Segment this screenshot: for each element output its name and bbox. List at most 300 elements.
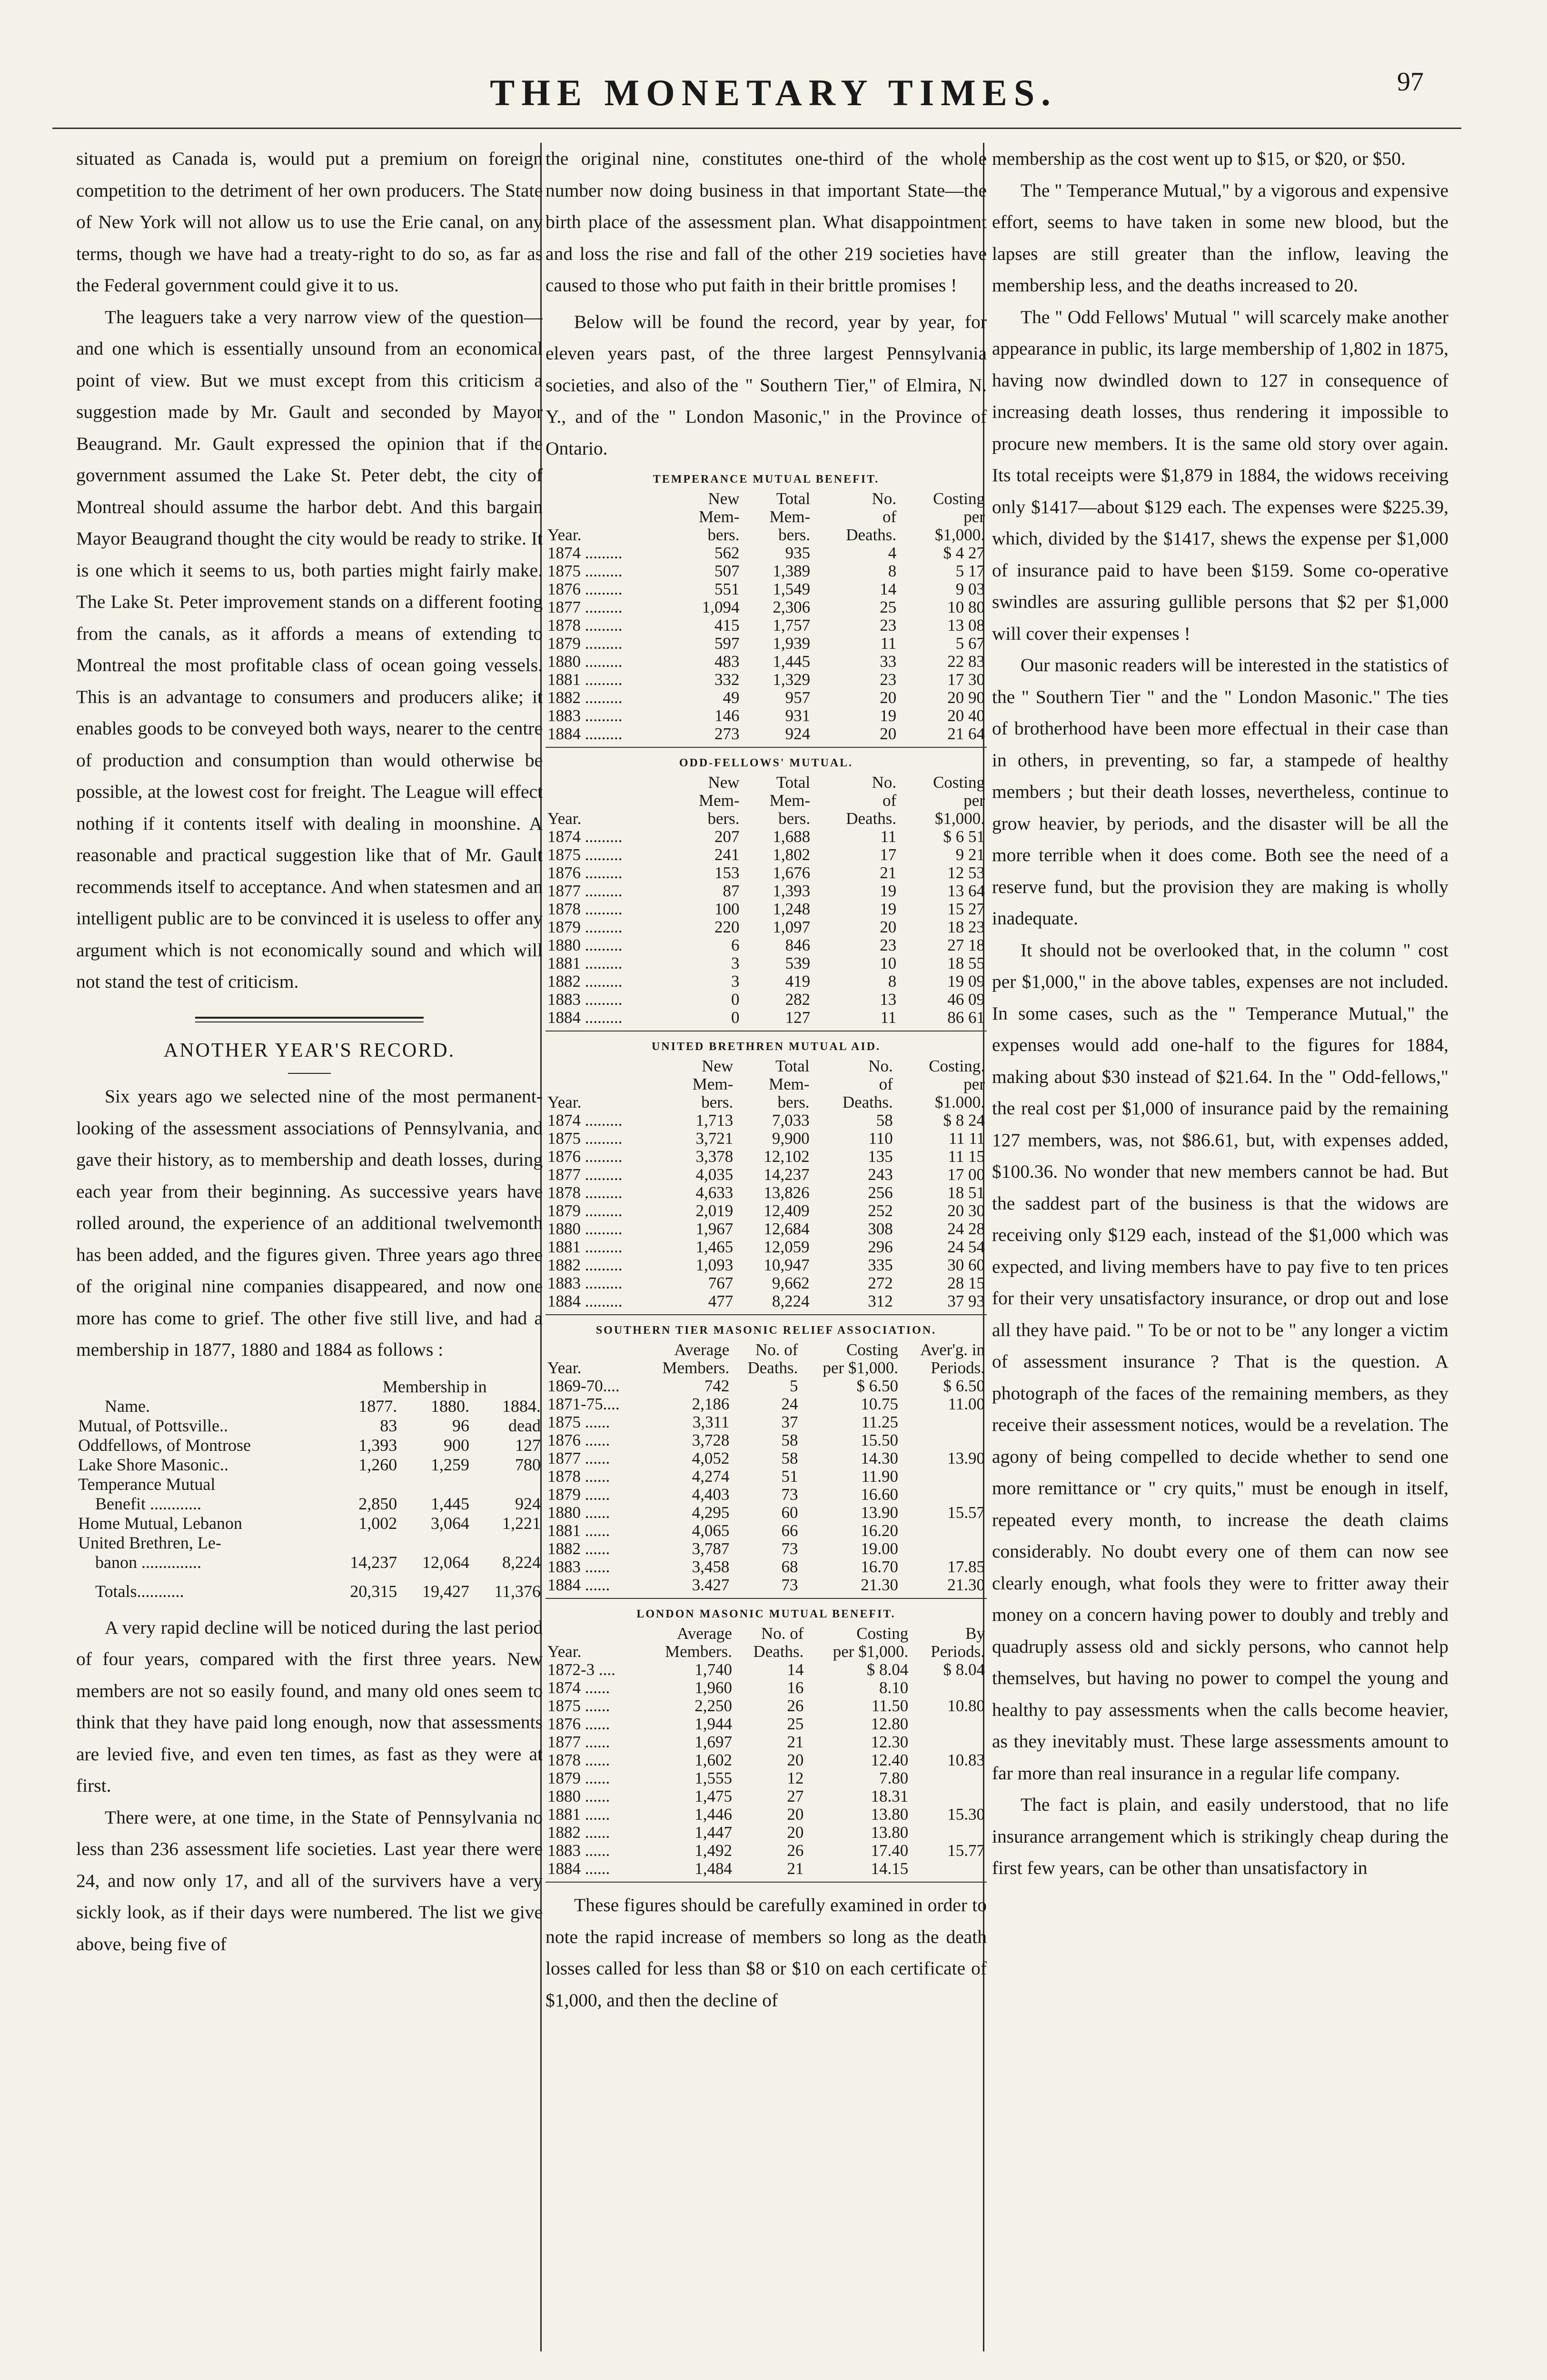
- table-rule: [545, 747, 987, 748]
- table-cell: 49: [723, 688, 740, 707]
- table-cell: $ 6 51: [943, 827, 985, 846]
- table-cell: 7,033: [772, 1111, 810, 1130]
- table-row: [76, 1494, 543, 1514]
- table-cell: 1880 ......: [547, 1787, 610, 1805]
- table-cell: [900, 1413, 987, 1431]
- table-cell: 3: [731, 954, 740, 972]
- table-cell: 51: [781, 1467, 798, 1486]
- section-rule: [195, 1017, 424, 1022]
- table-header: Year.: [547, 526, 582, 544]
- table-cell: 16.70: [861, 1557, 898, 1576]
- table-cell: [910, 1824, 987, 1842]
- table-cell: [471, 1475, 543, 1494]
- table-row: [545, 1274, 987, 1292]
- table-cell: 1879 .........: [547, 918, 623, 936]
- table-cell: 14: [880, 580, 897, 598]
- table-cell: 1881 ......: [547, 1521, 610, 1540]
- table-cell: 27: [787, 1787, 804, 1805]
- table-cell: 1877 .........: [547, 882, 623, 900]
- table-cell: 1,549: [773, 580, 811, 598]
- paragraph: The " Temperance Mutual," by a vigorous and expensive effort, seems to have taken in some new blood, but the lapses are still greater than the inflow, leaving the membership less, and the deaths increased to 20.: [992, 179, 1448, 296]
- table-cell: 25: [787, 1715, 804, 1733]
- table-header: No. of: [755, 1340, 798, 1359]
- paragraph: There were, at one time, in the State of Pennsylvania no less than 236 assessment life societies. Last year there were 24, and now only 17, and all of the survivers have a very sickly look, as if their days were numbered. The list we give above, being five of: [76, 1806, 543, 1954]
- table-cell: 742: [704, 1377, 730, 1395]
- table-cell: 20 90: [947, 688, 985, 707]
- table-cell: 11.25: [861, 1413, 898, 1431]
- table-header: Total: [776, 489, 811, 508]
- table-title: TEMPERANCE MUTUAL BENEFIT.: [653, 473, 880, 486]
- table-cell: 17.40: [871, 1841, 909, 1860]
- table-cell: 21: [787, 1733, 804, 1751]
- table-cell: [910, 1769, 987, 1787]
- table-header: [545, 1075, 666, 1093]
- table-cell: 1877 .........: [547, 1165, 623, 1184]
- table-row: [545, 1842, 987, 1860]
- table-row: [545, 1805, 987, 1824]
- table-cell: 477: [708, 1292, 734, 1310]
- table-cell: 21 64: [947, 724, 985, 743]
- table-title: UNITED BRETHREN MUTUAL AID.: [651, 1041, 881, 1053]
- table-header: No. of: [761, 1624, 804, 1643]
- table-cell: 12,064: [422, 1552, 470, 1572]
- table-cell: 1879 .........: [547, 634, 623, 653]
- table-cell: 13 08: [947, 616, 985, 635]
- table-cell: 1,555: [694, 1769, 732, 1787]
- table-cell: 1,802: [773, 845, 811, 864]
- table-cell: [327, 1533, 399, 1553]
- newspaper-title: THE MONETARY TIMES.: [490, 72, 1057, 113]
- table-cell: 10.83: [947, 1751, 985, 1769]
- table-cell: 2,250: [694, 1696, 732, 1715]
- table-header: Members.: [662, 1359, 730, 1377]
- table-cell: 1882 ......: [547, 1823, 610, 1842]
- table-cell: 19: [880, 900, 897, 918]
- table-cell: 1,484: [694, 1859, 732, 1878]
- table-cell: 1877 ......: [547, 1733, 610, 1751]
- table-cell: 3.427: [692, 1576, 730, 1594]
- table-cell: 19: [880, 706, 897, 725]
- table-cell: 3,378: [695, 1147, 734, 1166]
- table-header: Members.: [665, 1642, 732, 1661]
- table-cell: 1876 .........: [547, 1147, 623, 1166]
- table-cell: 1,967: [695, 1220, 734, 1238]
- table-row: [545, 1468, 987, 1486]
- table-cell: 16.60: [861, 1485, 898, 1504]
- table-cell: [900, 1522, 987, 1540]
- table-row: [545, 1769, 987, 1787]
- table-cell: 1,944: [694, 1715, 732, 1733]
- table-cell: 13 64: [947, 882, 985, 900]
- stat-table: [545, 1625, 987, 1878]
- table-cell: 1882 ......: [547, 1539, 610, 1558]
- table-cell: 8.10: [879, 1678, 909, 1697]
- table-cell: 507: [714, 562, 740, 580]
- membership-table: [76, 1377, 543, 1601]
- table-cell: Totals...........: [95, 1581, 184, 1601]
- table-header: Total: [775, 1057, 810, 1075]
- table-header: Periods.: [931, 1642, 985, 1661]
- stat-table: [545, 490, 987, 743]
- table-cell: 1878 ......: [547, 1751, 610, 1769]
- table-cell: 58: [876, 1111, 893, 1130]
- table-cell: 21: [787, 1859, 804, 1878]
- section-heading: ANOTHER YEAR'S RECORD.: [163, 1039, 456, 1061]
- table-cell: 0: [731, 990, 740, 1009]
- table-header: per $1,000.: [833, 1642, 909, 1661]
- table-cell: 9,900: [772, 1129, 810, 1148]
- table-header: New: [708, 489, 740, 508]
- table-header: Costing.: [929, 1057, 985, 1075]
- table-rule: [545, 1314, 987, 1315]
- table-cell: 1,445: [773, 652, 811, 671]
- table-header: Deaths.: [846, 526, 897, 544]
- table-cell: 28 15: [947, 1274, 985, 1292]
- table-cell: 153: [714, 863, 740, 882]
- table-cell: 9 21: [955, 845, 985, 864]
- table-cell: 419: [785, 972, 811, 991]
- table-cell: 1874 .........: [547, 827, 623, 846]
- table-cell: [900, 1486, 987, 1504]
- table-cell: 1875 .........: [547, 845, 623, 864]
- table-cell: 12.80: [871, 1715, 909, 1733]
- table-cell: 296: [868, 1238, 893, 1256]
- table-row: [545, 616, 987, 635]
- table-cell: 127: [515, 1435, 541, 1455]
- table-cell: 1879 .........: [547, 1201, 623, 1220]
- paragraph: It should not be overlooked that, in the column " cost per $1,000," in the above tables, expenses are not included. In some cases, such as the " Temperance Mutual," the expenses would add one-half to the figures for 1884, making about $30 instead of $21.64. In the " Odd-fellows," the real cost per $1,000 of insurance paid by the remaining 127 members, was, not $86.61, but, with expenses added, $100.36. No wonder that new members cannot be had. But the saddest part of the business is that the widows are receiving only $129 each, instead of the $1,000 which was expected, and living members have to pay five to ten prices for their very unsatisfactory insurance, or drop out and lose all they have paid. " To be or not to be " any longer a victim of assessment insurance ? That is the question. A photograph of the faces of the remaining members, as they receive their assessment notices, would be a revelation. The agony of being compelled to decide whether to send one more remittance or " cry quits," must be enough in itself, repeated every month, to increase the death claims considerably. No doubt every one of them can now see clearly enough, what fools they were to fritter away their money on a concern having power to doubly and trebly and quadruply assess old and sickly persons, who cannot help themselves, but having no power to compel the young and healthy to pay assessments when the calls become heavier, as they inevitably must. These large assessments amount to far more than real insurance in a regular life company.: [992, 939, 1448, 1784]
- table-cell: 37: [781, 1413, 798, 1431]
- table-row: [545, 936, 987, 954]
- table-cell: 5 17: [955, 562, 985, 580]
- table-header: Deaths.: [846, 809, 897, 828]
- table-header-row: [545, 1341, 987, 1359]
- paragraph: A very rapid decline will be noticed during the last period of four years, compared with the first three years. New members are not so easily found, and many old ones seem to think that they have paid long enough, now that assessments are levied five, and even ten times, as fast as they were at first.: [76, 1616, 543, 1796]
- table-cell: Home Mutual, Lebanon: [78, 1513, 242, 1533]
- table-cell: 1,713: [695, 1111, 734, 1130]
- table-cell: 13.80: [871, 1823, 909, 1842]
- table-cell: 11.50: [871, 1696, 909, 1715]
- table-cell: [910, 1787, 987, 1805]
- table-cell: 21.30: [947, 1576, 985, 1594]
- table-header-row: [545, 526, 987, 544]
- table-cell: 1878 ......: [547, 1467, 610, 1486]
- paragraph: situated as Canada is, would put a premium on foreign competition to the detriment of her own producers. The State of New York will not allow us to use the Erie canal, on any terms, though we have had a treaty-right to do so, as far as the Federal government could give it to us.: [76, 148, 543, 296]
- table-cell: 1883 ......: [547, 1841, 610, 1860]
- table-cell: 1880 .........: [547, 652, 623, 671]
- table-row: [545, 954, 987, 972]
- table-header: By: [965, 1624, 985, 1643]
- table-cell: 539: [785, 954, 811, 972]
- table-cell: 27 18: [947, 936, 985, 954]
- table-header: Year.: [547, 1642, 582, 1661]
- table-cell: 12.30: [871, 1733, 909, 1751]
- table-cell: [327, 1475, 399, 1494]
- table-cell: 8,224: [772, 1292, 810, 1310]
- table-cell: 562: [714, 544, 740, 562]
- table-cell: United Brethren, Le-: [78, 1533, 221, 1552]
- stat-table-oddfellows: [545, 753, 987, 1031]
- table-header: [545, 774, 671, 792]
- table-cell: 935: [785, 544, 811, 562]
- table-rule: [545, 1598, 987, 1599]
- table-cell: 19: [880, 882, 897, 900]
- table-cell: 4: [888, 544, 897, 562]
- table-cell: 20: [880, 688, 897, 707]
- table-cell: 4,035: [695, 1165, 734, 1184]
- table-cell: 13,826: [764, 1183, 810, 1202]
- paragraph: Below will be found the record, year by year, for eleven years past, of the three largest Pennsylvania societies, and also of the " Southern Tier," of Elmira, N. Y., and of the " London Masonic," in the Province of Ontario.: [545, 311, 987, 459]
- table-cell: 14: [787, 1660, 804, 1679]
- table-cell: 924: [785, 724, 811, 743]
- table-cell: 2,019: [695, 1201, 734, 1220]
- table-cell: 17 00: [947, 1165, 985, 1184]
- table-row: [76, 1514, 543, 1533]
- table-cell: 1,221: [502, 1513, 541, 1533]
- table-cell: dead: [508, 1416, 541, 1435]
- table-header: Average: [677, 1624, 732, 1643]
- masthead-rule: [52, 128, 1461, 129]
- table-header: Mem-: [692, 1075, 734, 1093]
- table-row: [545, 1661, 987, 1679]
- table-cell: [910, 1733, 987, 1751]
- table-row: [545, 707, 987, 725]
- table-cell: 19.00: [861, 1539, 898, 1558]
- table-cell: 21.30: [861, 1576, 898, 1594]
- table-cell: 12,059: [764, 1238, 810, 1256]
- table-cell: 22 83: [947, 652, 985, 671]
- table-cell: [399, 1533, 471, 1553]
- table-cell: $ 6.50: [856, 1377, 898, 1395]
- table-cell: 19 09: [947, 972, 985, 991]
- table-cell: 12,684: [764, 1220, 810, 1238]
- table-cell: 10: [880, 954, 897, 972]
- table-header: per $1,000.: [823, 1359, 898, 1377]
- table-title: LONDON MASONIC MUTUAL BENEFIT.: [636, 1608, 896, 1620]
- table-cell: 13.90: [861, 1503, 898, 1522]
- table-row: [545, 1202, 987, 1220]
- table-cell: 58: [781, 1449, 798, 1468]
- table-cell: 1,260: [358, 1455, 397, 1474]
- table-cell: 415: [714, 616, 740, 635]
- table-row: [545, 1576, 987, 1594]
- table-cell: 1880 .........: [547, 1220, 623, 1238]
- table-cell: 21: [880, 863, 897, 882]
- table-cell: 5: [789, 1377, 798, 1395]
- table-header: of: [883, 507, 897, 526]
- table-cell: 1,740: [694, 1660, 732, 1679]
- stat-table-southern-tier: [545, 1320, 987, 1599]
- table-cell: 12: [787, 1769, 804, 1787]
- masthead: [0, 0, 1547, 143]
- table-header: Mem-: [699, 791, 740, 810]
- table-cell: Lake Shore Masonic..: [78, 1455, 228, 1474]
- table-cell: 9,662: [772, 1274, 810, 1292]
- table-header: 1880.: [431, 1396, 470, 1416]
- table-row: [545, 828, 987, 846]
- table-header: Costing: [933, 489, 985, 508]
- table-header: Total: [776, 773, 811, 792]
- table-cell: 3,787: [692, 1539, 730, 1558]
- table-cell: 15.30: [947, 1805, 985, 1824]
- table-cell: 110: [868, 1129, 893, 1148]
- table-header: [545, 490, 671, 508]
- table-cell: 11 11: [948, 1129, 985, 1148]
- table-cell: 100: [714, 900, 740, 918]
- table-cell: 73: [781, 1485, 798, 1504]
- table-row: [545, 1860, 987, 1878]
- table-header: of: [883, 791, 897, 810]
- table-header: bers.: [707, 809, 740, 828]
- table-cell: 332: [714, 670, 740, 689]
- table-cell: 3,311: [692, 1413, 730, 1431]
- table-row: [545, 689, 987, 707]
- table-cell: 1882 .........: [547, 1256, 623, 1274]
- table-cell: 312: [868, 1292, 893, 1310]
- table-cell: 1882 .........: [547, 688, 623, 707]
- table-cell: 1883 ......: [547, 1557, 610, 1576]
- table-cell: 23: [880, 936, 897, 954]
- table-cell: 4,295: [692, 1503, 730, 1522]
- table-cell: 4,065: [692, 1521, 730, 1540]
- table-group-header: Membership in: [382, 1377, 487, 1396]
- table-cell: 17 30: [947, 670, 985, 689]
- table-cell: 9 03: [955, 580, 985, 598]
- table-cell: 846: [785, 936, 811, 954]
- table-header: No.: [868, 1057, 893, 1075]
- table-cell: 1883 .........: [547, 1274, 623, 1292]
- table-cell: 3,064: [431, 1513, 470, 1533]
- table-cell: 14.15: [871, 1859, 909, 1878]
- table-header-row: [545, 774, 987, 792]
- page-number: 97: [1397, 67, 1424, 97]
- table-cell: 1877 ......: [547, 1449, 610, 1468]
- stat-table-temperance: [545, 469, 987, 748]
- table-cell: 1,094: [702, 598, 740, 616]
- table-cell: 4,052: [692, 1449, 730, 1468]
- table-cell: 1880 .........: [547, 936, 623, 954]
- table-cell: [399, 1475, 471, 1494]
- table-row: [545, 1413, 987, 1431]
- table-row: [545, 1715, 987, 1733]
- table-header: Costing: [856, 1624, 909, 1643]
- table-cell: 1874 .........: [547, 544, 623, 562]
- table-cell: 30 60: [947, 1256, 985, 1274]
- table-cell: [900, 1468, 987, 1486]
- table-cell: 1882 .........: [547, 972, 623, 991]
- table-cell: 73: [781, 1576, 798, 1594]
- table-cell: 16.20: [861, 1521, 898, 1540]
- table-cell: 780: [515, 1455, 541, 1474]
- table-cell: 335: [868, 1256, 893, 1274]
- table-cell: $ 8 24: [943, 1111, 985, 1130]
- table-row: [545, 544, 987, 562]
- table-header: 1877.: [358, 1396, 397, 1416]
- heading-rule: [288, 1073, 331, 1074]
- paragraph: the original nine, constitutes one-third of the whole number now doing business in that important State—the birth place of the assessment plan. What disappointment and loss the rise and fall of the other 219 societies have caused to those who put faith in their brittle promises !: [545, 148, 987, 296]
- table-row: [545, 918, 987, 936]
- table-cell: 3: [731, 972, 740, 991]
- table-cell: 146: [714, 706, 740, 725]
- table-cell: 20 30: [947, 1201, 985, 1220]
- table-cell: 4,274: [692, 1467, 730, 1486]
- table-cell: 3,458: [692, 1557, 730, 1576]
- table-cell: 1,097: [773, 918, 811, 936]
- table-cell: 1,475: [694, 1787, 732, 1805]
- table-header: New: [708, 773, 740, 792]
- table-cell: 10 80: [947, 598, 985, 616]
- table-row: [545, 580, 987, 598]
- table-row: [545, 1111, 987, 1130]
- table-header: Deaths.: [747, 1359, 798, 1377]
- table-header: Deaths.: [842, 1093, 893, 1111]
- table-cell: 26: [787, 1841, 804, 1860]
- table-cell: 1,492: [694, 1841, 732, 1860]
- table-header: Name.: [105, 1396, 150, 1416]
- table-header: per: [963, 791, 985, 810]
- table-cell: 68: [781, 1557, 798, 1576]
- table-row: [545, 1733, 987, 1751]
- table-row: [76, 1455, 543, 1475]
- table-cell: 4,633: [695, 1183, 734, 1202]
- table-row: [545, 1009, 987, 1027]
- table-title: SOUTHERN TIER MASONIC RELIEF ASSOCIATION.: [595, 1324, 937, 1337]
- table-cell: 15 27: [947, 900, 985, 918]
- table-cell: 83: [380, 1416, 397, 1435]
- table-cell: 1875 ......: [547, 1696, 610, 1715]
- table-cell: 3,728: [692, 1431, 730, 1449]
- table-cell: 33: [880, 652, 897, 671]
- table-cell: 20,315: [350, 1581, 397, 1601]
- table-cell: 1,757: [773, 616, 811, 635]
- table-cell: 308: [868, 1220, 893, 1238]
- table-header: Year.: [547, 1359, 582, 1377]
- table-total-row: [76, 1572, 543, 1601]
- table-cell: 4,403: [692, 1485, 730, 1504]
- table-header: bers.: [701, 1093, 734, 1111]
- table-rule: [545, 1882, 987, 1883]
- table-cell: 11: [880, 827, 897, 846]
- table-row: [545, 1256, 987, 1274]
- table-cell: 13: [880, 990, 897, 1009]
- table-header: Year.: [547, 1093, 582, 1111]
- table-row: [545, 1238, 987, 1256]
- table-header-row: [545, 1625, 987, 1643]
- table-cell: 15.50: [861, 1431, 898, 1449]
- table-header: [545, 1341, 642, 1359]
- table-title: ODD-FELLOWS' MUTUAL.: [679, 757, 853, 769]
- table-cell: Oddfellows, of Montrose: [78, 1435, 251, 1455]
- table-cell: 273: [714, 724, 740, 743]
- table-cell: 18 51: [947, 1183, 985, 1202]
- table-cell: 1878 .........: [547, 1183, 623, 1202]
- table-header: Aver'g. in: [920, 1340, 985, 1359]
- table-header-row: [545, 490, 987, 508]
- table-header-row: [545, 1093, 987, 1111]
- table-row: [76, 1533, 543, 1553]
- table-cell: 1879 ......: [547, 1485, 610, 1504]
- table-header: bers.: [707, 526, 740, 544]
- table-cell: 135: [868, 1147, 893, 1166]
- table-header-row: [545, 1643, 987, 1661]
- table-cell: 24 54: [947, 1238, 985, 1256]
- stat-table: [545, 1057, 987, 1310]
- table-cell: [910, 1860, 987, 1878]
- table-row: [545, 1540, 987, 1558]
- table-cell: 1881 .........: [547, 954, 623, 972]
- table-row: [545, 562, 987, 580]
- table-row: [545, 1679, 987, 1697]
